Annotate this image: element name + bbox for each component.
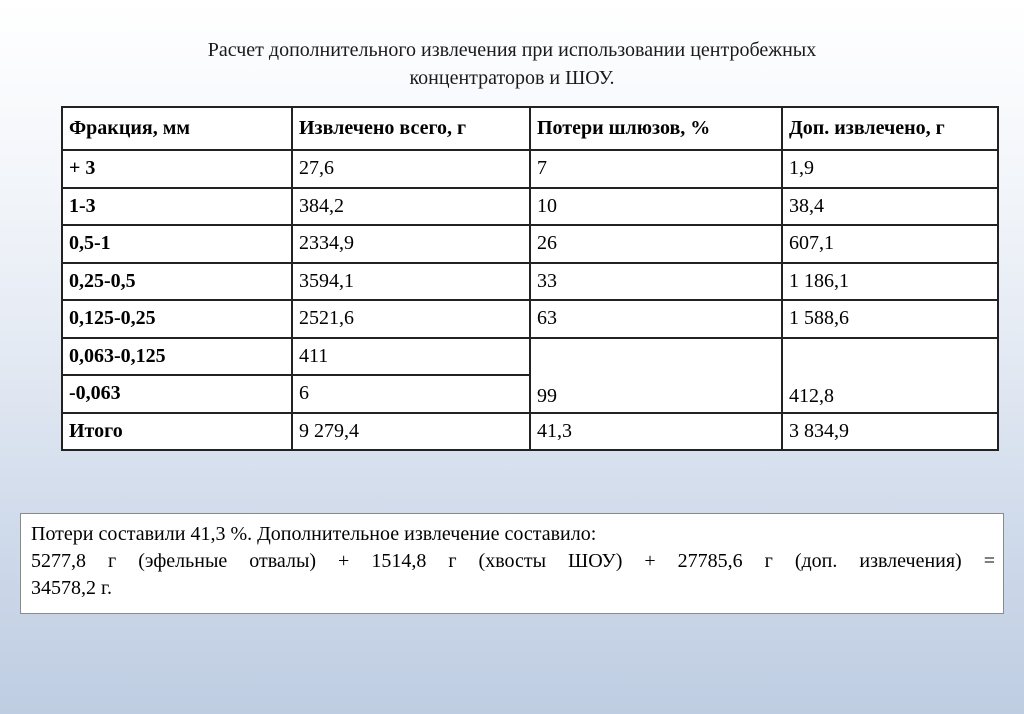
cell-extra: 1 588,6 xyxy=(782,300,998,338)
table-row xyxy=(62,188,998,226)
table-header-row xyxy=(62,107,998,150)
cell-extra: 1 186,1 xyxy=(782,263,998,301)
summary-line-3: 34578,2 г. xyxy=(31,577,112,599)
cell-fraction: 0,063-0,125 xyxy=(62,338,292,376)
cell-losses-merged: 99 xyxy=(530,338,782,413)
cell-fraction: 0,25-0,5 xyxy=(62,263,292,301)
header-extracted-total: Извлечено всего, г xyxy=(292,107,530,150)
cell-fraction: 1-3 xyxy=(62,188,292,226)
cell-extra: 1,9 xyxy=(782,150,998,188)
summary-line-2: 5277,8 г (эфельные отвалы) + 1514,8 г (хвосты ШОУ) + 27785,6 г (доп. извлечения) = xyxy=(31,550,995,572)
cell-total-extra: 3 834,9 xyxy=(782,413,998,451)
table-row xyxy=(62,300,998,338)
cell-fraction: -0,063 xyxy=(62,375,292,413)
cell-extracted: 2521,6 xyxy=(292,300,530,338)
cell-fraction: 0,125-0,25 xyxy=(62,300,292,338)
table-total-row xyxy=(62,413,998,451)
cell-extracted: 411 xyxy=(292,338,530,376)
title-line-1: Расчет дополнительного извлечения при использовании центробежных xyxy=(207,39,817,61)
cell-extracted: 2334,9 xyxy=(292,225,530,263)
cell-total-extracted: 9 279,4 xyxy=(292,413,530,451)
header-sluice-losses: Потери шлюзов, % xyxy=(530,107,782,150)
cell-total-losses: 41,3 xyxy=(530,413,782,451)
cell-fraction: 0,5-1 xyxy=(62,225,292,263)
summary-box xyxy=(20,513,1004,614)
cell-total-label: Итого xyxy=(62,413,292,451)
cell-losses: 26 xyxy=(530,225,782,263)
cell-losses: 10 xyxy=(530,188,782,226)
cell-fraction: + 3 xyxy=(62,150,292,188)
table-row xyxy=(62,338,998,376)
header-additional-extracted: Доп. извлечено, г xyxy=(782,107,998,150)
cell-extra: 607,1 xyxy=(782,225,998,263)
cell-extracted: 384,2 xyxy=(292,188,530,226)
slide-title xyxy=(0,36,1024,92)
table-row xyxy=(62,225,998,263)
cell-losses: 33 xyxy=(530,263,782,301)
cell-extra: 38,4 xyxy=(782,188,998,226)
cell-extracted: 27,6 xyxy=(292,150,530,188)
cell-losses: 63 xyxy=(530,300,782,338)
cell-extracted: 6 xyxy=(292,375,530,413)
table-row xyxy=(62,263,998,301)
title-line-2: концентраторов и ШОУ. xyxy=(409,67,615,89)
cell-extra-merged: 412,8 xyxy=(782,338,998,413)
table-row xyxy=(62,150,998,188)
cell-losses: 7 xyxy=(530,150,782,188)
summary-line-1: Потери составили 41,3 %. Дополнительное извлечение составило: xyxy=(31,523,597,545)
extraction-table xyxy=(61,106,999,451)
header-fraction: Фракция, мм xyxy=(62,107,292,150)
cell-extracted: 3594,1 xyxy=(292,263,530,301)
